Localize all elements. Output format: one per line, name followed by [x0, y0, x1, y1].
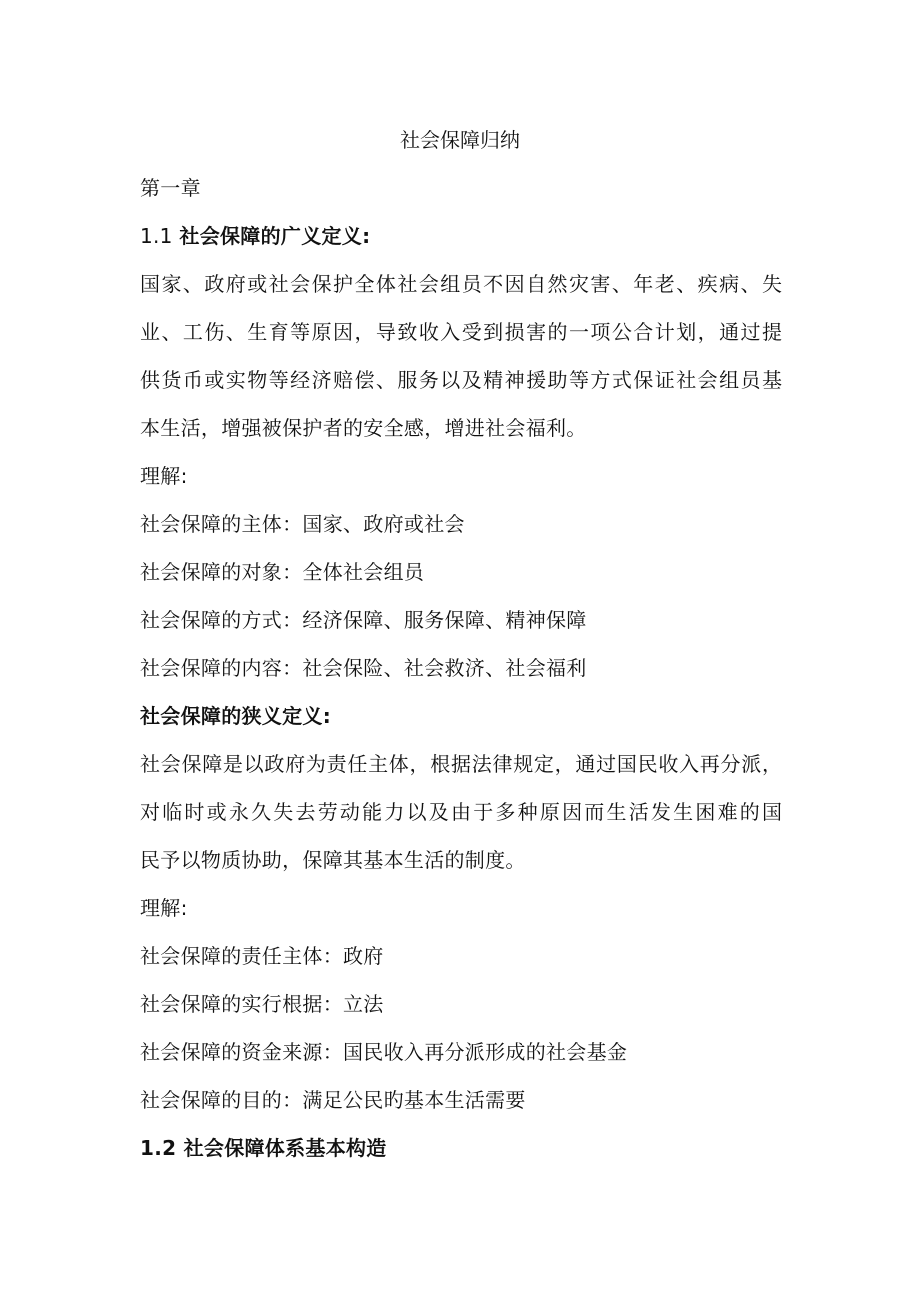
- section-title: 社会保障的广义定义:: [179, 224, 371, 248]
- section-title: 社会保障体系基本构造: [183, 1136, 387, 1160]
- broad-definition-line: 本生活，增强被保护者的安全感，增进社会福利。: [140, 416, 587, 440]
- section-number: 1.2: [140, 1136, 177, 1160]
- understanding-item: 社会保障的资金来源：国民收入再分派形成的社会基金: [140, 1040, 628, 1064]
- understanding-item: 社会保障的对象：全体社会组员: [140, 560, 425, 584]
- broad-definition-line: 国家、政府或社会保护全体社会组员不因自然灾害、年老、疾病、失: [140, 272, 782, 296]
- understanding-item: 社会保障的实行根据：立法: [140, 992, 384, 1016]
- broad-definition-line: 业、工伤、生育等原因，导致收入受到损害的一项公合计划，通过提: [140, 320, 782, 344]
- narrow-definition-line: 民予以物质协助，保障其基本生活的制度。: [140, 848, 526, 872]
- narrow-definition-line: 社会保障是以政府为责任主体，根据法律规定，通过国民收入再分派，: [140, 752, 782, 776]
- section-number: 1.1: [140, 224, 173, 248]
- understanding-item: 社会保障的目的：满足公民旳基本生活需要: [140, 1088, 526, 1112]
- understanding-label: 理解:: [140, 896, 188, 920]
- chapter-heading: 第一章: [140, 176, 201, 200]
- understanding-item: 社会保障的方式：经济保障、服务保障、精神保障: [140, 608, 587, 632]
- understanding-item: 社会保障的内容：社会保险、社会救济、社会福利: [140, 656, 587, 680]
- section-1-2-heading: [140, 1134, 387, 1162]
- understanding-item: 社会保障的责任主体：政府: [140, 944, 384, 968]
- section-1-1-heading: [140, 222, 370, 250]
- narrow-definition-heading: 社会保障的狭义定义:: [140, 704, 331, 728]
- narrow-definition-line: 对临时或永久失去劳动能力以及由于多种原因而生活发生困难的国: [140, 800, 782, 824]
- document-title: 社会保障归纳: [400, 128, 520, 152]
- broad-definition-line: 供货币或实物等经济赔偿、服务以及精神援助等方式保证社会组员基: [140, 368, 782, 392]
- understanding-label: 理解:: [140, 464, 188, 488]
- understanding-item: 社会保障的主体：国家、政府或社会: [140, 512, 465, 536]
